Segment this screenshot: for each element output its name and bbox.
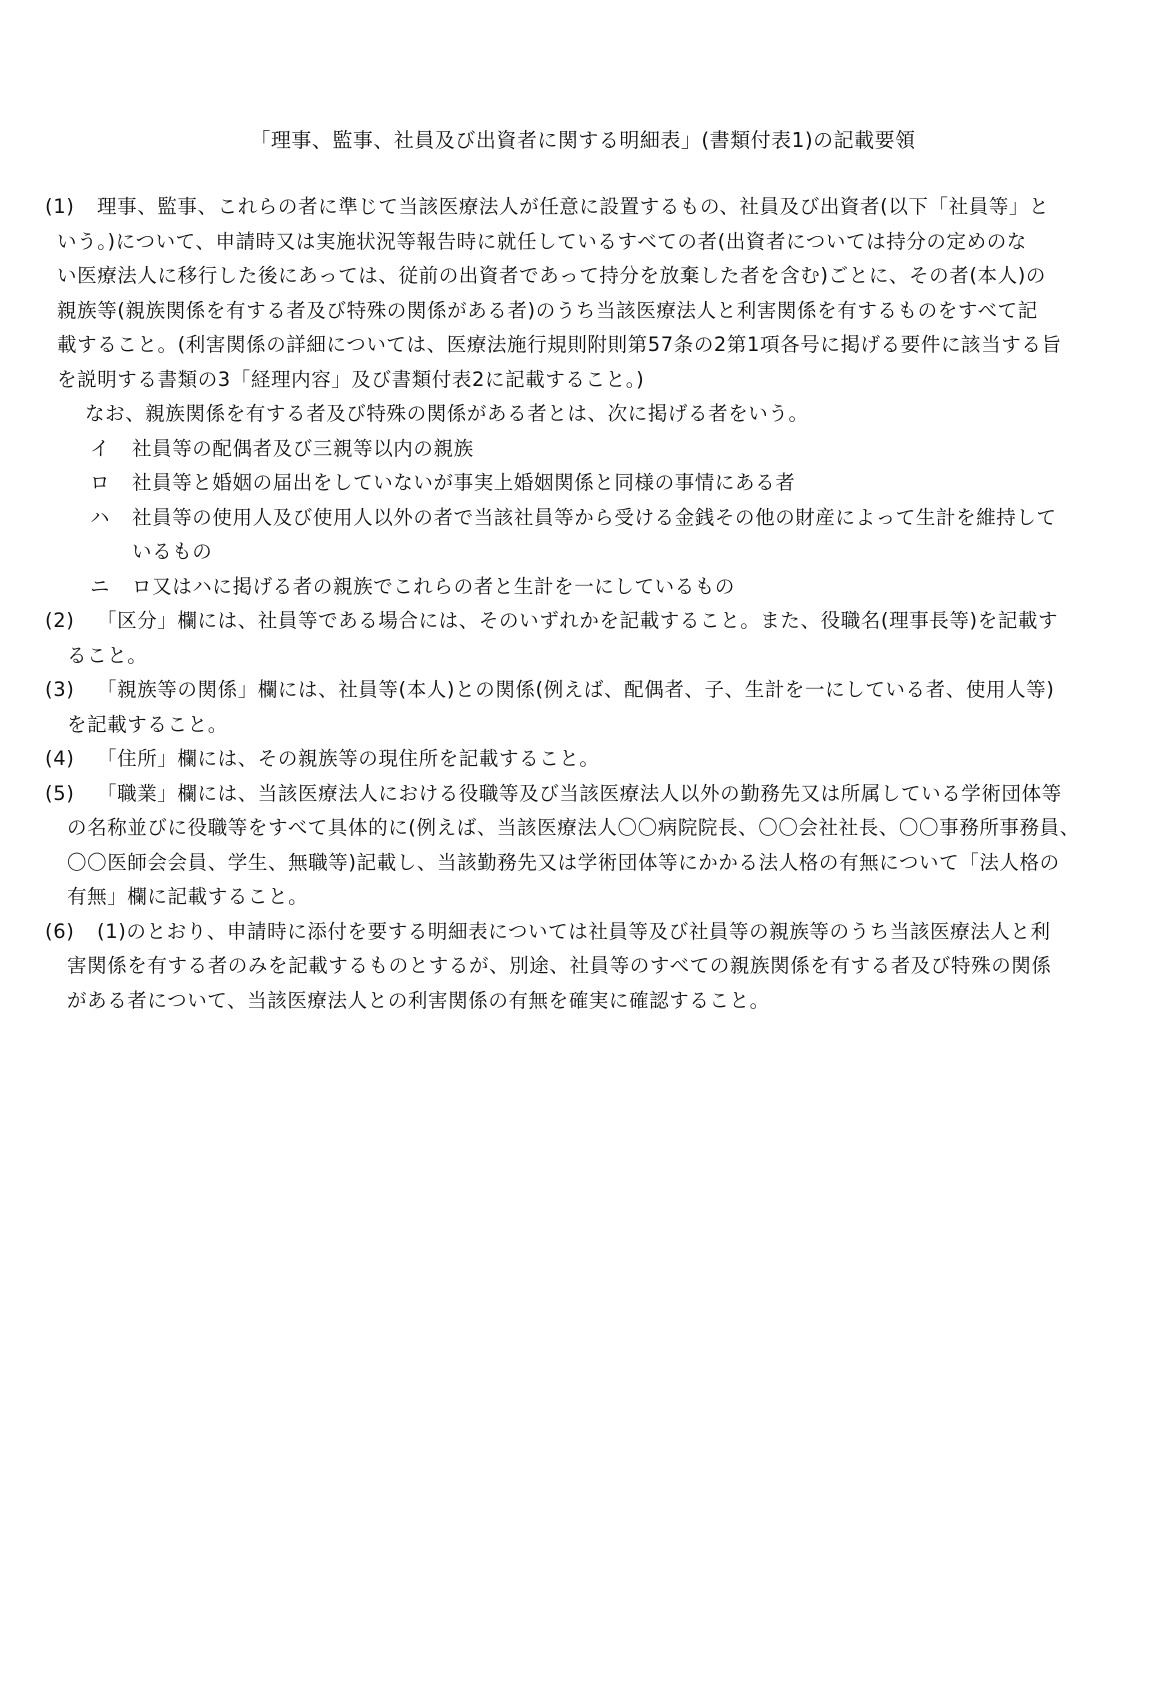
list-item-5 [45, 777, 1140, 915]
item-line: いう。)について、申請時又は実施状況等報告時に就任しているすべての者(出資者については持分の定めのな [57, 229, 1027, 253]
item-line: がある者について、当該医療法人との利害関係の有無を確実に確認すること。 [67, 988, 770, 1012]
item-number: (6) [45, 919, 75, 943]
item-line: 害関係を有する者のみを記載するものとするが、別途、社員等のすべての親族関係を有する者及び特殊の関係 [67, 954, 1052, 977]
item-number: (1) [45, 195, 75, 218]
sub-item-mark: ハ [90, 505, 111, 529]
sub-item-mark: イ [90, 436, 111, 460]
item-line: を説明する書類の3「経理内容」及び書類付表2に記載すること。) [57, 367, 645, 391]
item-number: (3) [45, 678, 75, 701]
item-line: 親族等(親族関係を有する者及び特殊の関係がある者)のうち当該医療法人と利害関係を有するものをすべて記 [57, 298, 1038, 322]
item-line: 有無」欄に記載すること。 [67, 885, 309, 908]
document-body [45, 190, 1140, 1018]
item-text: 「職業」欄には、当該医療法人における役職等及び当該医療法人以外の勤務先又は所属している学術団体等 [97, 781, 1062, 805]
sub-item-continuation [45, 535, 1140, 570]
item-line: の名称並びに役職等をすべて具体的に(例えば、当該医療法人〇〇病院院長、〇〇会社社長、〇〇事務所事務員、 [67, 816, 1080, 839]
item-text: (1)のとおり、申請時に添付を要する明細表については社員等及び社員等の親族等のうち当該医療法人と利 [97, 919, 1051, 943]
item-number: (2) [45, 609, 75, 632]
list-item-2 [45, 604, 1140, 673]
sub-item [45, 432, 1140, 467]
sub-item-text: いるもの [132, 540, 213, 563]
list-item-6 [45, 915, 1140, 1019]
item-line: 載すること。(利害関係の詳細については、医療法施行規則附則第57条の2第1項各号に掲げる要件に該当する旨 [57, 333, 1062, 356]
sub-item-text: 社員等の配偶者及び三親等以内の親族 [132, 436, 474, 460]
item-line: ること。 [67, 643, 148, 667]
item-line: い医療法人に移行した後にあっては、従前の出資者であって持分を放棄した者を含む)ごとに、その者(本人)の [57, 264, 1047, 287]
item-number: (5) [45, 781, 75, 805]
sub-item [45, 570, 1140, 605]
sub-item-text: ロ又はハに掲げる者の親族でこれらの者と生計を一にしているもの [132, 574, 736, 598]
list-item-4 [45, 742, 1140, 777]
sub-item-mark: ニ [90, 574, 111, 598]
item-line: を記載すること。 [67, 712, 228, 736]
item-text: 「住所」欄には、その親族等の現住所を記載すること。 [97, 747, 600, 770]
list-item-1 [45, 190, 1140, 604]
item-number: (4) [45, 747, 75, 770]
list-item-3 [45, 673, 1140, 742]
sub-item [45, 501, 1140, 536]
item-text: 理事、監事、これらの者に準じて当該医療法人が任意に設置するもの、社員及び出資者(以下「社員等」と [97, 195, 1050, 218]
item-line: 〇〇医師会会員、学生、無職等)記載し、当該勤務先又は学術団体等にかかる法人格の有無について「法人格の [67, 850, 1060, 874]
item-text: 「親族等の関係」欄には、社員等(本人)との関係(例えば、配偶者、子、生計を一にしている者、使用人等) [97, 678, 1055, 701]
item-text: 「区分」欄には、社員等である場合には、そのいずれかを記載すること。また、役職名(理事長等)を記載す [97, 609, 1059, 632]
document-title: 「理事、監事、社員及び出資者に関する明細表」(書類付表1)の記載要領 [250, 128, 916, 152]
sub-item-mark: ロ [90, 471, 111, 494]
sub-item-text: 社員等の使用人及び使用人以外の者で当該社員等から受ける金銭その他の財産によって生計を維持して [132, 505, 1057, 529]
item-note: なお、親族関係を有する者及び特殊の関係がある者とは、次に掲げる者をいう。 [85, 402, 809, 425]
sub-item [45, 466, 1140, 501]
sub-item-text: 社員等と婚姻の届出をしていないが事実上婚姻関係と同様の事情にある者 [132, 471, 796, 494]
